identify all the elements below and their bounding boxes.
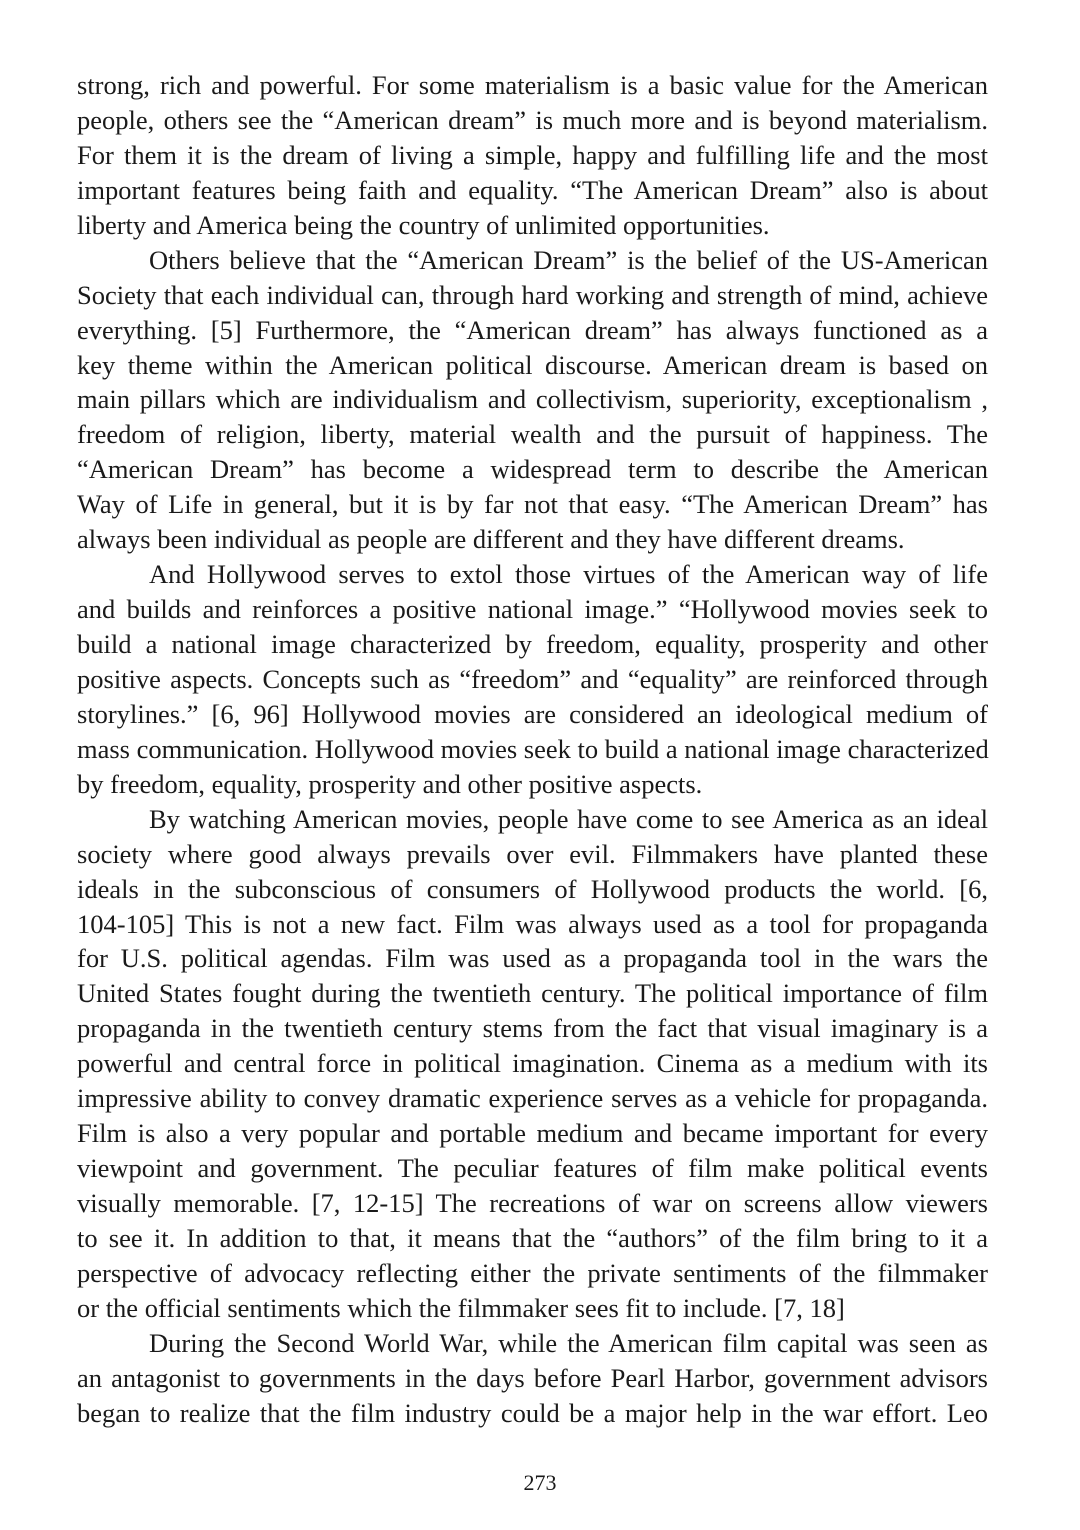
text-line: or the official sentiments which the filmmaker sees fit to include. [7, 18] xyxy=(77,1292,845,1323)
page-number: 273 xyxy=(523,1470,557,1495)
text-line: society where good always prevails over evil. Filmmakers have planted these xyxy=(77,838,988,869)
text-line: ideals in the subconscious of consumers of Hollywood products the world. [6, xyxy=(77,873,988,904)
text-line: key theme within the American political discourse. American dream is based on xyxy=(77,349,988,380)
text-line: Film is also a very popular and portable medium and became important for every xyxy=(77,1118,988,1149)
text-line: 104-105] This is not a new fact. Film was always used as a tool for propaganda xyxy=(77,908,988,939)
text-line: impressive ability to convey dramatic experience serves as a vehicle for propaganda. xyxy=(77,1083,988,1114)
text-line: strong, rich and powerful. For some materialism is a basic value for the American xyxy=(77,70,988,100)
text-line: began to realize that the film industry could be a major help in the war effort. Leo xyxy=(77,1397,988,1428)
text-line: Society that each individual can, through hard working and strength of mind, achieve xyxy=(77,279,988,310)
text-line: By watching American movies, people have come to see America as an ideal xyxy=(149,803,988,834)
text-line: always been individual as people are different and they have different dreams. xyxy=(77,524,905,555)
text-line: Others believe that the “American Dream” is the belief of the US-American xyxy=(149,244,988,275)
text-line: for U.S. political agendas. Film was used as a propaganda tool in the wars the xyxy=(77,943,988,974)
text-line: people, others see the “American dream” is much more and is beyond materialism. xyxy=(77,104,988,135)
text-line: United States fought during the twentieth century. The political importance of film xyxy=(77,978,988,1009)
text-line: “American Dream” has become a widespread term to describe the American xyxy=(77,454,988,485)
text-line: everything. [5] Furthermore, the “American dream” has always functioned as a xyxy=(77,314,988,345)
text-line: main pillars which are individualism and collectivism, superiority, exceptionalism , xyxy=(77,384,988,415)
text-line: Way of Life in general, but it is by far not that easy. “The American Dream” has xyxy=(77,489,988,520)
text-line: liberty and America being the country of unlimited opportunities. xyxy=(77,209,770,240)
text-line: During the Second World War, while the American film capital was seen as xyxy=(149,1327,988,1358)
text-line: For them it is the dream of living a simple, happy and fulfilling life and the most xyxy=(77,139,988,170)
text-line: to see it. In addition to that, it means that the “authors” of the film bring to it a xyxy=(77,1222,988,1253)
text-line: viewpoint and government. The peculiar features of film make political events xyxy=(77,1153,988,1184)
text-line: visually memorable. [7, 12-15] The recreations of war on screens allow viewers xyxy=(77,1188,988,1218)
text-line: storylines.” [6, 96] Hollywood movies are considered an ideological medium of xyxy=(77,698,988,729)
text-line: perspective of advocacy reflecting either the private sentiments of the filmmaker xyxy=(77,1257,988,1288)
text-line: freedom of religion, liberty, material wealth and the pursuit of happiness. The xyxy=(77,419,988,450)
text-line: by freedom, equality, prosperity and other positive aspects. xyxy=(77,768,703,799)
text-line: positive aspects. Concepts such as “freedom” and “equality” are reinforced through xyxy=(77,663,988,694)
text-line: important features being faith and equality. “The American Dream” also is about xyxy=(77,174,988,205)
text-line: And Hollywood serves to extol those virtues of the American way of life xyxy=(149,559,988,590)
text-line: propaganda in the twentieth century stems from the fact that visual imaginary is a xyxy=(77,1013,988,1044)
text-line: build a national image characterized by freedom, equality, prosperity and other xyxy=(77,629,988,659)
text-line: and builds and reinforces a positive national image.” “Hollywood movies seek to xyxy=(77,594,988,625)
text-line: mass communication. Hollywood movies seek to build a national image characterized xyxy=(77,733,989,764)
text-line: an antagonist to governments in the days before Pearl Harbor, government advisors xyxy=(77,1362,988,1393)
text-line: powerful and central force in political imagination. Cinema as a medium with its xyxy=(77,1048,988,1079)
page-body-text xyxy=(77,68,988,1431)
